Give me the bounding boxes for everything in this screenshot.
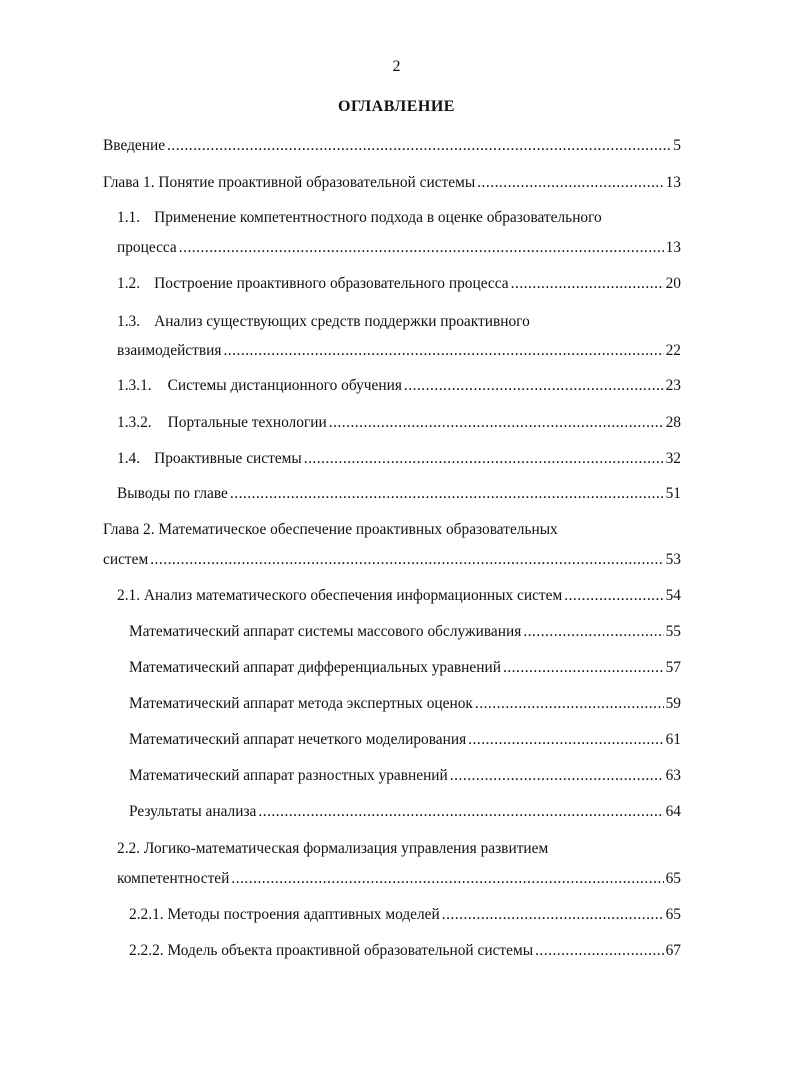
toc-entry-text: процесса <box>117 239 177 256</box>
dot-leader <box>150 551 663 569</box>
toc-page: 5 <box>673 137 681 154</box>
toc-page: 32 <box>665 450 681 467</box>
toc-entry-1-2 <box>117 275 681 293</box>
toc-entry-math-differential <box>129 659 681 677</box>
dot-leader <box>450 767 664 785</box>
toc-page: 53 <box>665 551 681 568</box>
toc-entry-analysis-results <box>129 803 681 821</box>
toc-entry-text: Математический аппарат дифференциальных уравнений <box>129 659 501 676</box>
toc-entry-text: Результаты анализа <box>129 803 257 820</box>
toc-entry-text: Построение проактивного образовательного процесса <box>154 275 509 292</box>
dot-leader <box>564 587 663 605</box>
toc-entry-text: Глава 1. Понятие проактивной образовательной системы <box>103 174 476 191</box>
toc-page: 55 <box>665 623 681 640</box>
toc-page: 65 <box>665 906 681 923</box>
toc-entry-text: 2.2.1. Методы построения адаптивных моделей <box>129 906 440 923</box>
toc-entry-2-2-2 <box>129 942 681 960</box>
toc-page: 59 <box>665 695 681 712</box>
toc-entry-text: Введение <box>103 137 166 154</box>
toc-page: 51 <box>665 485 681 502</box>
dot-leader <box>535 942 664 960</box>
toc-page: 67 <box>665 942 681 959</box>
toc-entry-2-1 <box>117 587 681 605</box>
toc-entry-chapter-1 <box>103 174 681 192</box>
toc-section-number: 1.3.2. <box>117 414 152 431</box>
dot-leader <box>231 870 663 888</box>
toc-entry-text: Математический аппарат метода экспертных оценок <box>129 695 473 712</box>
toc-entry-text: Математический аппарат нечеткого моделирования <box>129 731 467 748</box>
toc-section-number: 1.4. <box>117 450 141 467</box>
toc-entry-text: Глава 2. Математическое обеспечение проактивных образовательных <box>103 521 558 538</box>
toc-section-number: 1.2. <box>117 275 141 292</box>
toc-page: 20 <box>665 275 681 292</box>
toc-entry-2-2 <box>117 870 681 888</box>
dot-leader <box>503 659 664 677</box>
toc-page: 22 <box>665 342 681 359</box>
dot-leader <box>468 731 663 749</box>
toc-entry-text: Математический аппарат системы массового обслуживания <box>129 623 522 640</box>
dot-leader <box>230 485 664 503</box>
toc-section-number: 1.3. <box>117 313 141 330</box>
toc-entry-text: 2.2. Логико-математическая формализация управления развитием <box>117 840 549 857</box>
toc-entry-1-1 <box>117 239 681 257</box>
dot-leader <box>511 275 664 293</box>
dot-leader <box>523 623 663 641</box>
toc-entry-math-expert <box>129 695 681 713</box>
toc-entry-text: 2.1. Анализ математического обеспечения информационных систем <box>117 587 563 604</box>
dot-leader <box>475 695 664 713</box>
toc-section-number: 1.1. <box>117 209 141 226</box>
toc-entry-chapter-2 <box>103 551 681 569</box>
toc-entry-text: Анализ существующих средств поддержки проактивного <box>154 313 530 330</box>
toc-entry-text: Применение компетентностного подхода в оценке образовательного <box>154 209 602 226</box>
toc-page: 65 <box>665 870 681 887</box>
toc-page: 13 <box>665 174 681 191</box>
dot-leader <box>223 342 663 360</box>
toc-page: 61 <box>665 731 681 748</box>
toc-entry-2-2-line1 <box>117 840 548 858</box>
toc-page: 63 <box>665 767 681 784</box>
page-number: 2 <box>392 58 401 75</box>
dot-leader <box>258 803 663 821</box>
toc-page: 57 <box>665 659 681 676</box>
dot-leader <box>329 414 664 432</box>
toc-entry-1-3-line1 <box>117 313 530 331</box>
toc-page: 64 <box>665 803 681 820</box>
toc-entry-1-4 <box>117 450 681 468</box>
toc-entry-2-2-1 <box>129 906 681 924</box>
toc-entry-intro <box>103 137 681 155</box>
toc-title: ОГЛАВЛЕНИЕ <box>338 98 455 115</box>
dot-leader <box>404 377 664 395</box>
toc-entry-1-3-2 <box>117 414 681 432</box>
dot-leader <box>477 174 663 192</box>
toc-entry-chapter-2-line1 <box>103 521 558 539</box>
toc-entry-text: Портальные технологии <box>167 414 327 431</box>
dot-leader <box>304 450 664 468</box>
toc-entry-conclusions-1 <box>117 485 681 503</box>
toc-entry-text: компетентностей <box>117 870 230 887</box>
toc-entry-math-queueing <box>129 623 681 641</box>
dot-leader <box>442 906 664 924</box>
toc-entry-math-fuzzy <box>129 731 681 749</box>
toc-entry-text: Выводы по главе <box>117 485 228 502</box>
toc-entry-1-3-1 <box>117 377 681 395</box>
toc-entry-text: Математический аппарат разностных уравнений <box>129 767 448 784</box>
dot-leader <box>179 239 664 257</box>
toc-entry-1-1-line1 <box>117 209 602 227</box>
toc-page: 54 <box>665 587 681 604</box>
toc-page: 13 <box>665 239 681 256</box>
toc-page: 28 <box>665 414 681 431</box>
toc-entry-text: Проактивные системы <box>154 450 302 467</box>
toc-entry-text: 2.2.2. Модель объекта проактивной образовательной системы <box>129 942 534 959</box>
toc-entry-math-difference <box>129 767 681 785</box>
toc-section-number: 1.3.1. <box>117 377 152 394</box>
toc-entry-text: систем <box>103 551 149 568</box>
toc-entry-1-3 <box>117 342 681 360</box>
dot-leader <box>167 137 671 155</box>
toc-entry-text: Системы дистанционного обучения <box>167 377 402 394</box>
toc-page: 23 <box>665 377 681 394</box>
toc-entry-text: взаимодействия <box>117 342 222 359</box>
